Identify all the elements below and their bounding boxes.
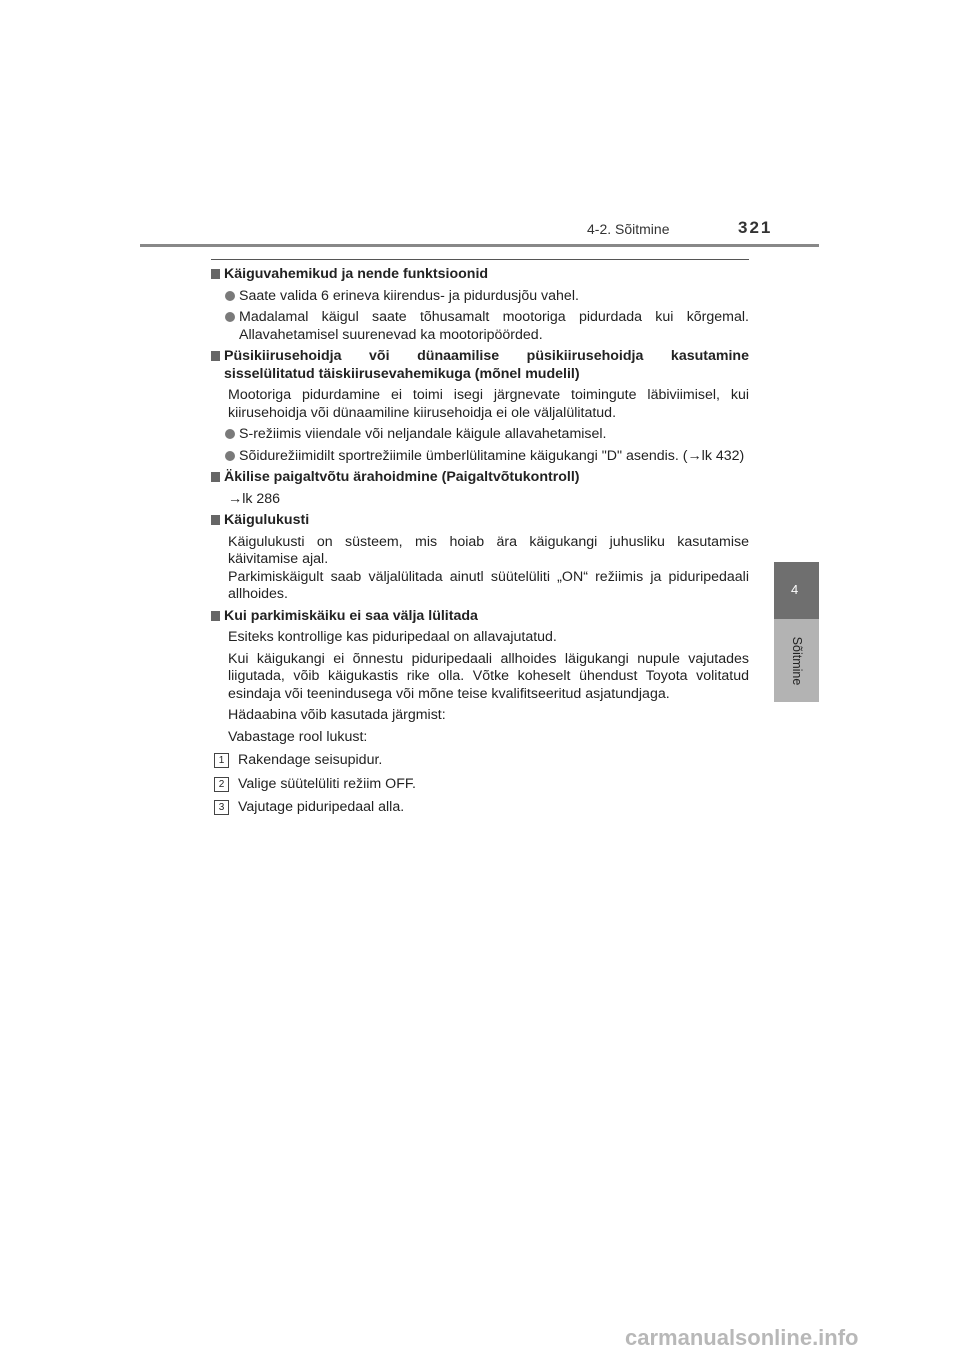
chapter-tab [774, 562, 819, 619]
content [211, 266, 749, 823]
step-text: Vajutage piduripedaal alla. [238, 799, 405, 815]
bullet-item: Madalamal käigul saate tõhusamalt mootoriga pidurdada kui kõrgemal. Allavahetamisel suurenevad ka mootoripöörded. [211, 309, 749, 344]
section-heading: Püsikiirusehoidja või dünaamilise püsikiirusehoidja kasutamine sisselülitatud täiskiirusevahemikuga (mõnel mudelil) [211, 348, 749, 383]
chapter-number: 4 [791, 582, 799, 597]
step-item [211, 752, 749, 770]
paragraph: Mootoriga pidurdamine ei toimi isegi järgnevate toimingute läbiviimisel, kui kiirusehoidja või dünaamiline kiirusehoidja ei ole väljalülitatud. [228, 387, 749, 421]
header-rule [140, 244, 819, 247]
chapter-label: Sõitmine [789, 636, 804, 685]
step-text: Valige süütelüliti režiim OFF. [238, 775, 416, 792]
step-item [211, 776, 749, 794]
circle-bullet-icon [225, 291, 235, 301]
bullet-item: Saate valida 6 erineva kiirendus- ja pidurdusjõu vahel. [211, 288, 749, 306]
section-heading: Käiguvahemikud ja nende funktsioonid [211, 266, 749, 284]
page-reference: →lk 286 [228, 490, 281, 507]
paragraph: Vabastage rool lukust: [228, 728, 368, 745]
page-number: 321 [738, 218, 773, 237]
circle-bullet-icon [225, 312, 235, 322]
paragraph: Parkimiskäigult saab väljalülitada ainutl süütelüliti „ON“ režiimis ja piduripedaali allhoides. [228, 568, 749, 602]
paragraph: Hädaabina võib kasutada järgmist: [228, 707, 446, 723]
circle-bullet-icon [225, 429, 235, 439]
paragraph: Esiteks kontrollige kas piduripedaal on allavajutatud. [228, 629, 557, 645]
chapter-tab-label [774, 619, 819, 702]
square-bullet-icon [211, 515, 220, 525]
paragraph: Käigulukusti on süsteem, mis hoiab ära käigukangi juhusliku kasutamise käivitamise ajal. [228, 533, 749, 567]
paragraph: Kui käigukangi ei õnnestu piduripedaali allhoides läigukangi nupule vajutades liigutada, võib käigukastis rike olla. Võtke koheselt ühendust Toyota volitatud esindaja või teenindusega või mõne teise kvalifitseeritud asjatundjaga. [228, 650, 749, 702]
bullet-item: S-režiimis viiendale või neljandale käigule allavahetamisel. [211, 426, 749, 444]
circle-bullet-icon [225, 451, 235, 461]
content-top-rule [211, 259, 749, 260]
section-header: 4-2. Sõitmine [587, 221, 670, 237]
step-item [211, 799, 749, 817]
bullet-item: Sõidurežiimidilt sportrežiimile ümberlülitamine käigukangi "D" asendis. (→lk 432) [211, 448, 749, 466]
section-heading: Äkilise paigaltvõtu ärahoidmine (Paigaltvõtukontroll) [211, 469, 749, 487]
square-bullet-icon [211, 611, 220, 621]
section-heading: Käigulukusti [211, 512, 749, 530]
square-bullet-icon [211, 351, 220, 361]
watermark: carmanualsonline.info [625, 1325, 859, 1350]
step-number-box: 3 [214, 800, 229, 815]
step-text: Rakendage seisupidur. [238, 752, 383, 768]
step-number-box: 2 [214, 777, 229, 792]
square-bullet-icon [211, 269, 220, 279]
step-number-box: 1 [214, 753, 229, 768]
square-bullet-icon [211, 472, 220, 482]
section-heading: Kui parkimiskäiku ei saa välja lülitada [211, 608, 749, 626]
